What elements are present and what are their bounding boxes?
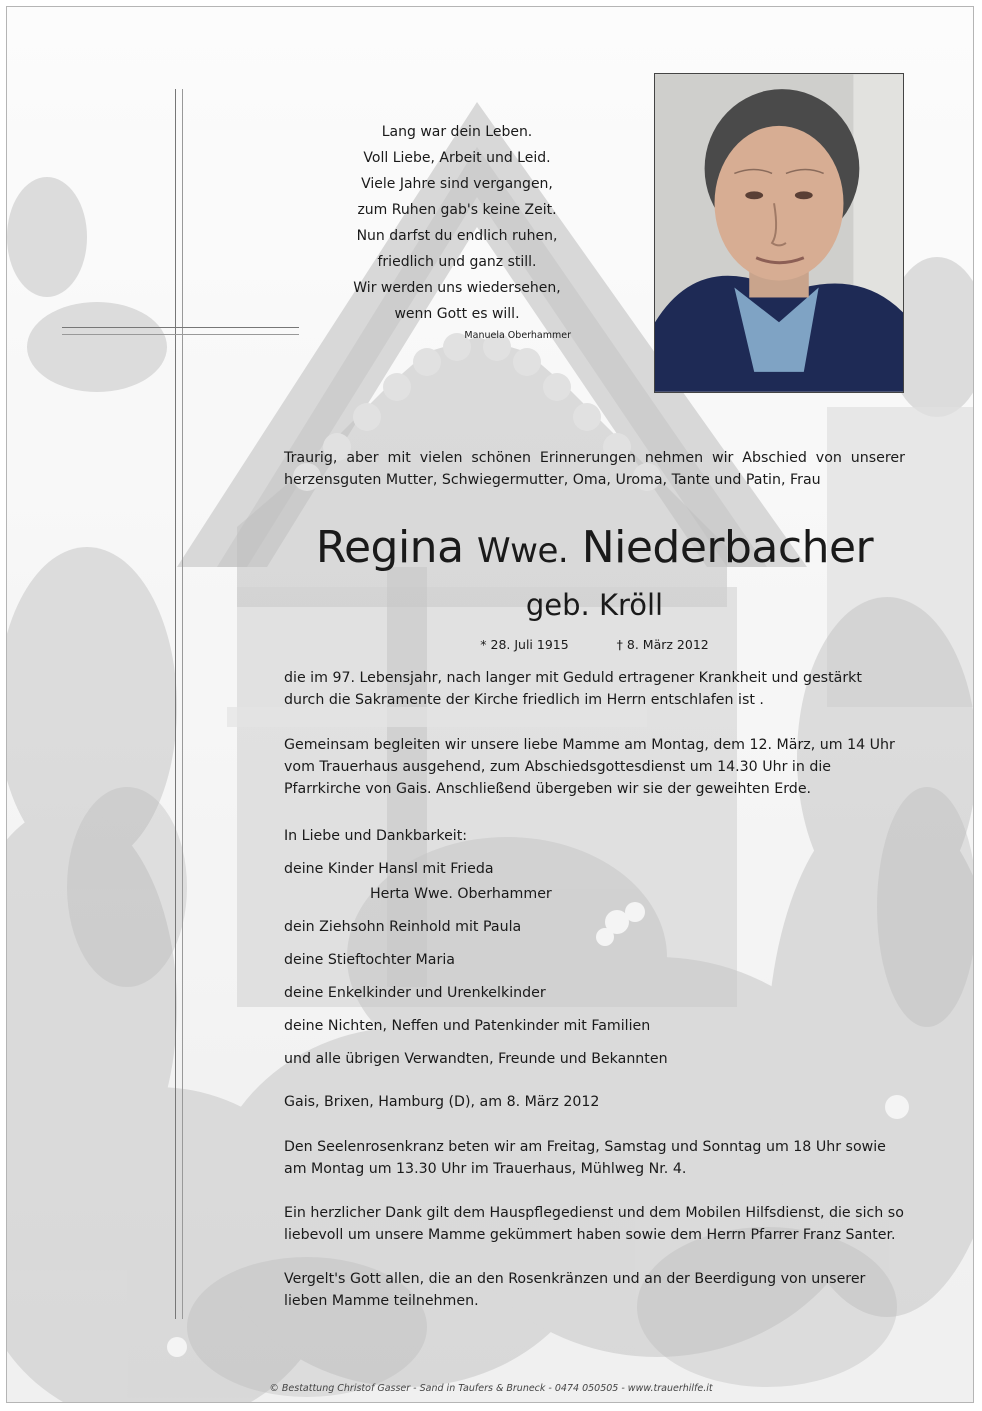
mourners-list	[284, 825, 905, 1081]
funeral-details-paragraph: Gemeinsam begleiten wir unsere liebe Mamme am Montag, dem 12. März, um 14 Uhr vom Trauerhaus ausgehend, zum Abschiedsgottesdienst um 14.30 Uhr in die Pfarrkirche von Gais. Anschließend übergeben wir sie der geweihten Erde.	[284, 737, 895, 797]
mourner-line: deine Kinder Hansl mit Frieda	[284, 861, 494, 877]
mourner-line: und alle übrigen Verwandten, Freunde und Bekannten	[284, 1051, 668, 1067]
thanks-paragraph: Ein herzlicher Dank gilt dem Hauspflegedienst und dem Mobilen Hilfsdienst, die sich so liebevoll um unsere Mamme gekümmert haben sowie dem Herrn Pfarrer Franz Santer.	[284, 1205, 904, 1243]
memorial-poem	[337, 119, 577, 343]
maiden-name: geb. Kröll	[525, 588, 664, 622]
death-date: † 8. März 2012	[616, 637, 709, 652]
mourners-heading: In Liebe und Dankbarkeit:	[284, 828, 468, 844]
poem-line: Lang war dein Leben.	[381, 124, 533, 140]
poem-author: Manuela Oberhammer	[464, 330, 571, 341]
last-name: Niederbacher	[581, 522, 874, 573]
poem-line: Nun darfst du endlich ruhen,	[356, 228, 558, 244]
poem-line: Wir werden uns wiedersehen,	[353, 280, 561, 296]
poem-line: wenn Gott es will.	[394, 306, 520, 322]
mourner-line: deine Nichten, Neffen und Patenkinder mit Familien	[284, 1018, 651, 1034]
cross-vertical-line-inner	[182, 89, 183, 1319]
intro-text: Traurig, aber mit vielen schönen Erinnerungen nehmen wir Abschied von unserer herzensguten Mutter, Schwiegermutter, Oma, Uroma, Tante und Patin, Frau	[284, 450, 905, 488]
mourner-line: deine Enkelkinder und Urenkelkinder	[284, 985, 546, 1001]
life-dates	[284, 635, 905, 655]
mourner-line: Herta Wwe. Oberhammer	[370, 886, 552, 902]
cross-horizontal-line	[62, 327, 299, 328]
poem-line: Voll Liebe, Arbeit und Leid.	[363, 150, 551, 166]
obituary-card	[6, 6, 974, 1403]
mourner-line: dein Ziehsohn Reinhold mit Paula	[284, 919, 522, 935]
poem-line: friedlich und ganz still.	[377, 254, 537, 270]
mourner-line: deine Stieftochter Maria	[284, 952, 455, 968]
poem-line: Viele Jahre sind vergangen,	[361, 176, 553, 192]
cross-horizontal-line-inner	[62, 334, 299, 335]
cross-vertical-line	[175, 89, 176, 1319]
gratitude-paragraph: Vergelt's Gott allen, die an den Rosenkränzen und an der Beerdigung von unserer lieben Mamme teilnehmen.	[284, 1271, 866, 1309]
deceased-name	[284, 521, 905, 578]
widow-title: Wwe.	[477, 531, 569, 571]
poem-line: zum Ruhen gab's keine Zeit.	[357, 202, 557, 218]
portrait-photo	[654, 73, 904, 393]
funeral-home-footer: © Bestattung Christof Gasser - Sand in Taufers & Bruneck - 0474 050505 - www.trauerhilfe.it	[269, 1383, 713, 1394]
rosary-paragraph: Den Seelenrosenkranz beten wir am Freitag, Samstag und Sonntag um 18 Uhr sowie am Montag um 13.30 Uhr im Trauerhaus, Mühlweg Nr. 4.	[284, 1139, 886, 1177]
first-name: Regina	[315, 522, 464, 573]
place-and-date: Gais, Brixen, Hamburg (D), am 8. März 2012	[284, 1094, 600, 1110]
birth-date: * 28. Juli 1915	[480, 637, 569, 652]
death-notice-paragraph: die im 97. Lebensjahr, nach langer mit Geduld ertragener Krankheit und gestärkt durch die Sakramente der Kirche friedlich im Herrn entschlafen ist .	[284, 670, 862, 708]
